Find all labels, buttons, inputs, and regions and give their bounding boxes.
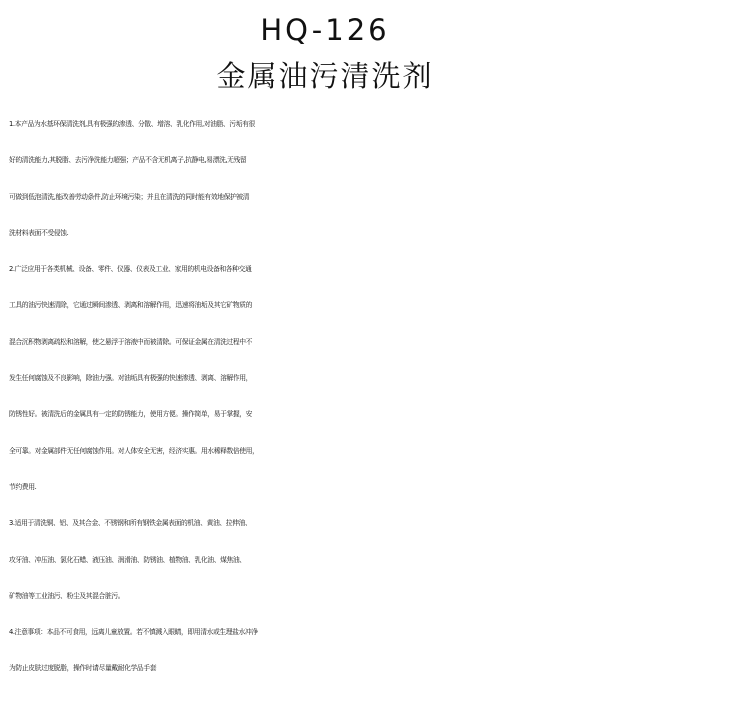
text-line: 3.适用于清洗铜、铝、及其合金、不锈钢和所有钢铁金属表面的机油、黄油、拉伸油、 xyxy=(9,519,252,528)
text-line: 2.广泛应用于各类机械、设备、零件、仪器、仪表及工业、家用的机电设备和各种交通 xyxy=(9,265,252,274)
text-line: 4.注意事项：本品不可食用，远离儿童放置。若不慎溅入眼睛，即用清水或生理盐水冲净 xyxy=(9,628,258,637)
text-line: 攻牙油、冲压油、氯化石蜡、液压油、润滑油、防锈油、植物油、乳化油、煤焦油、 xyxy=(9,555,246,564)
text-line: 全可靠。对金属部件无任何腐蚀作用。对人体安全无害，经济实惠。用水稀释数倍使用， xyxy=(9,446,259,455)
text-line: 发生任何腐蚀及不良影响，除油力强。对油垢具有极强的快速渗透、剥离、溶解作用， xyxy=(9,374,253,383)
product-name: 金属油污清洗剂 xyxy=(216,59,434,93)
text-line: 好的清洗能力,其脱脂、去污净洗能力超强；产品不含无机离子,抗静电,易漂洗,无残留 xyxy=(9,156,247,165)
text-line: 可做到低泡清洗,能改善劳动条件,防止环境污染；并且在清洗的同时能有效地保护被清 xyxy=(9,192,250,201)
text-line: 洗材料表面不受侵蚀. xyxy=(9,228,69,237)
title-block xyxy=(0,0,750,100)
description-body xyxy=(0,106,750,687)
text-line: 1.本产品为水基环保清洗剂,具有极强的渗透、分散、增溶、乳化作用,对油脂、污垢有很 xyxy=(9,120,255,128)
product-model: HQ-126 xyxy=(260,13,390,47)
text-line: 节约费用. xyxy=(9,482,37,491)
text-line: 工具的油污快速清除，它通过瞬间渗透、剥离和溶解作用，迅速将油垢及其它矿物质的 xyxy=(9,301,253,310)
text-line: 防锈性好。被清洗后的金属具有一定的防锈能力，使用方便。操作简单，易于掌握，安 xyxy=(9,410,253,419)
text-line: 混合沉积物剥离疏松和溶解，使之悬浮于溶液中而被清除。可保证金属在清洗过程中不 xyxy=(9,337,253,346)
text-line: 矿物油等工业油污、粉尘及其混合脏污。 xyxy=(9,591,125,600)
text-line: 为防止皮肤过度脱脂，操作时请尽量戴耐化学品手套 xyxy=(9,664,157,673)
